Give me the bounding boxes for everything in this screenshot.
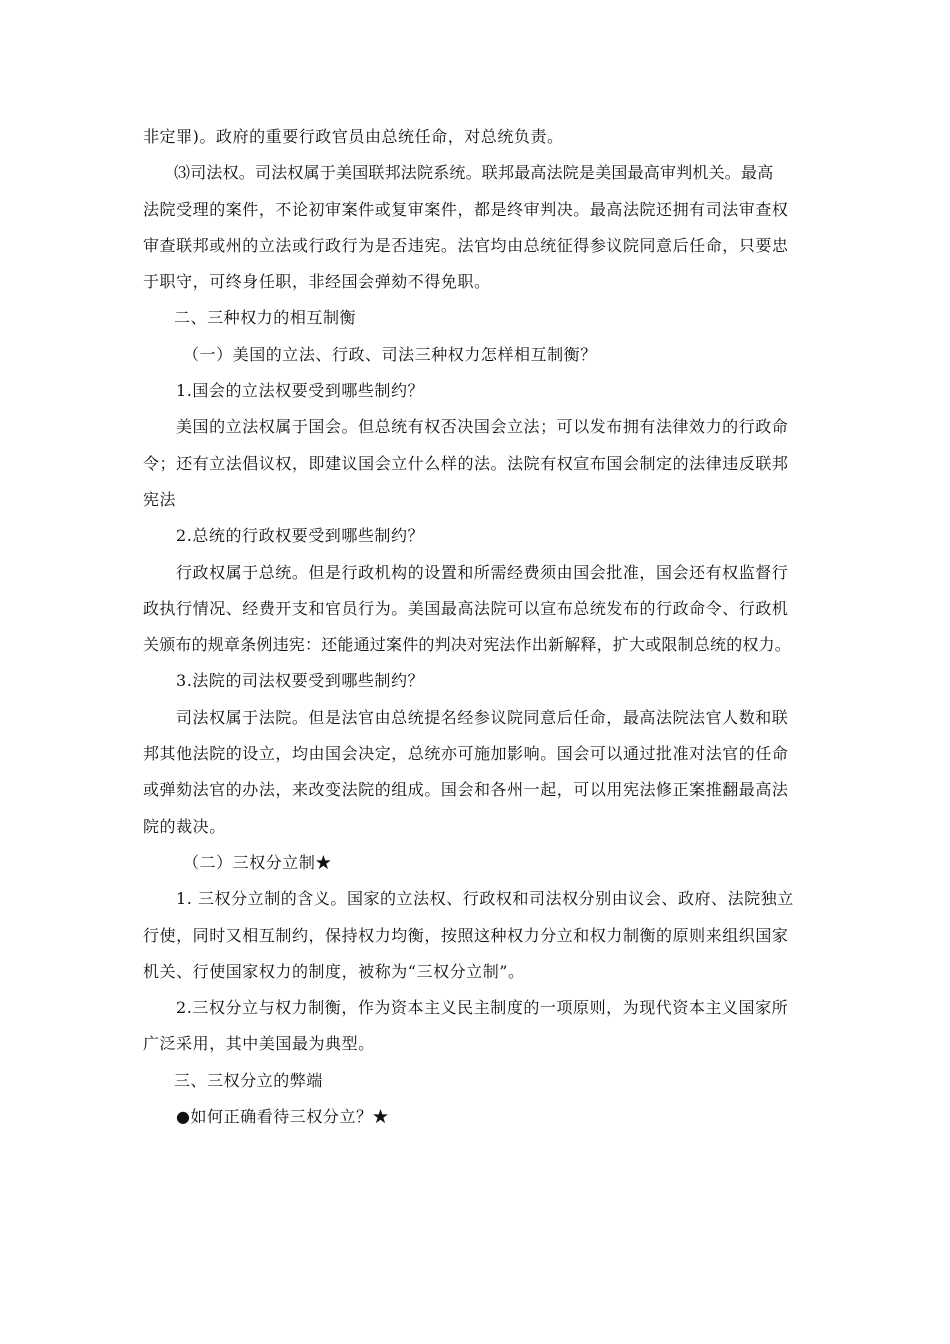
document-body [143, 122, 807, 1131]
paragraph-judicial-power-line: ⑶司法权。司法权属于美国联邦法院系统。联邦最高法院是美国最高审判机关。最高 [174, 163, 774, 183]
question-heading-judicial: 3.法院的司法权要受到哪些制约？ [176, 671, 425, 691]
text-line: 行政权属于总统。但是行政机构的设置和所需经费须由国会批准，国会还有权监督行 [176, 562, 789, 582]
text-line: 2.三权分立与权力制衡，作为资本主义民主制度的一项原则，为现代资本主义国家所 [176, 998, 789, 1018]
text-line: 1. 三权分立制的含义。国家的立法权、行政权和司法权分别由议会、政府、法院独立 [176, 889, 794, 909]
subsection-heading-separation-of-powers: （二）三权分立制★ [183, 852, 332, 872]
question-heading-legislative: 1.国会的立法权要受到哪些制约？ [176, 381, 425, 401]
text-line: 审查联邦或州的立法或行政行为是否违宪。法官均由总统征得参议院同意后任命，只要忠 [143, 235, 789, 255]
text-line: 司法权属于法院。但是法官由总统提名经参议院同意后任命，最高法院法官人数和联 [176, 707, 789, 727]
text-line: 机关、行使国家权力的制度，被称为“三权分立制”。 [143, 961, 525, 981]
text-line: 广泛采用，其中美国最为典型。 [143, 1034, 375, 1054]
section-heading-drawbacks: 三、三权分立的弊端 [174, 1070, 323, 1090]
text-line: 政执行情况、经费开支和官员行为。美国最高法院可以宣布总统发布的行政命令、行政机 [143, 598, 789, 618]
text-line: 或弹劾法官的办法，来改变法院的组成。国会和各州一起，可以用宪法修正案推翻最高法 [143, 780, 789, 800]
text-line: 宪法 [143, 489, 177, 509]
text-line: 关颁布的规章条例违宪：还能通过案件的判决对宪法作出新解释，扩大或限制总统的权力。 [143, 635, 792, 655]
bullet-question-line: ●如何正确看待三权分立？★ [176, 1107, 390, 1127]
text-line: 行使，同时又相互制约，保持权力均衡，按照这种权力分立和权力制衡的原则来组织国家 [143, 925, 789, 945]
text-line: 院的裁决。 [143, 816, 226, 836]
text-line: 令；还有立法倡议权，即建议国会立什么样的法。法院有权宣布国会制定的法律违反联邦 [143, 453, 789, 473]
section-heading-checks-and-balances: 二、三种权力的相互制衡 [174, 308, 357, 328]
text-line: 邦其他法院的设立，均由国会决定，总统亦可施加影响。国会可以通过批准对法官的任命 [143, 744, 789, 764]
text-line: 非定罪)。政府的重要行政官员由总统任命，对总统负责。 [143, 127, 564, 146]
text-line: 法院受理的案件，不论初审案件或复审案件，都是终审判决。最高法院还拥有司法审查权 [143, 199, 789, 219]
text-line: 美国的立法权属于国会。但总统有权否决国会立法；可以发布拥有法律效力的行政命 [176, 417, 789, 437]
question-heading-executive: 2.总统的行政权要受到哪些制约？ [176, 526, 425, 546]
subsection-heading-question: （一）美国的立法、行政、司法三种权力怎样相互制衡？ [183, 344, 597, 364]
text-line: 于职守，可终身任职，非经国会弹劾不得免职。 [143, 272, 491, 292]
